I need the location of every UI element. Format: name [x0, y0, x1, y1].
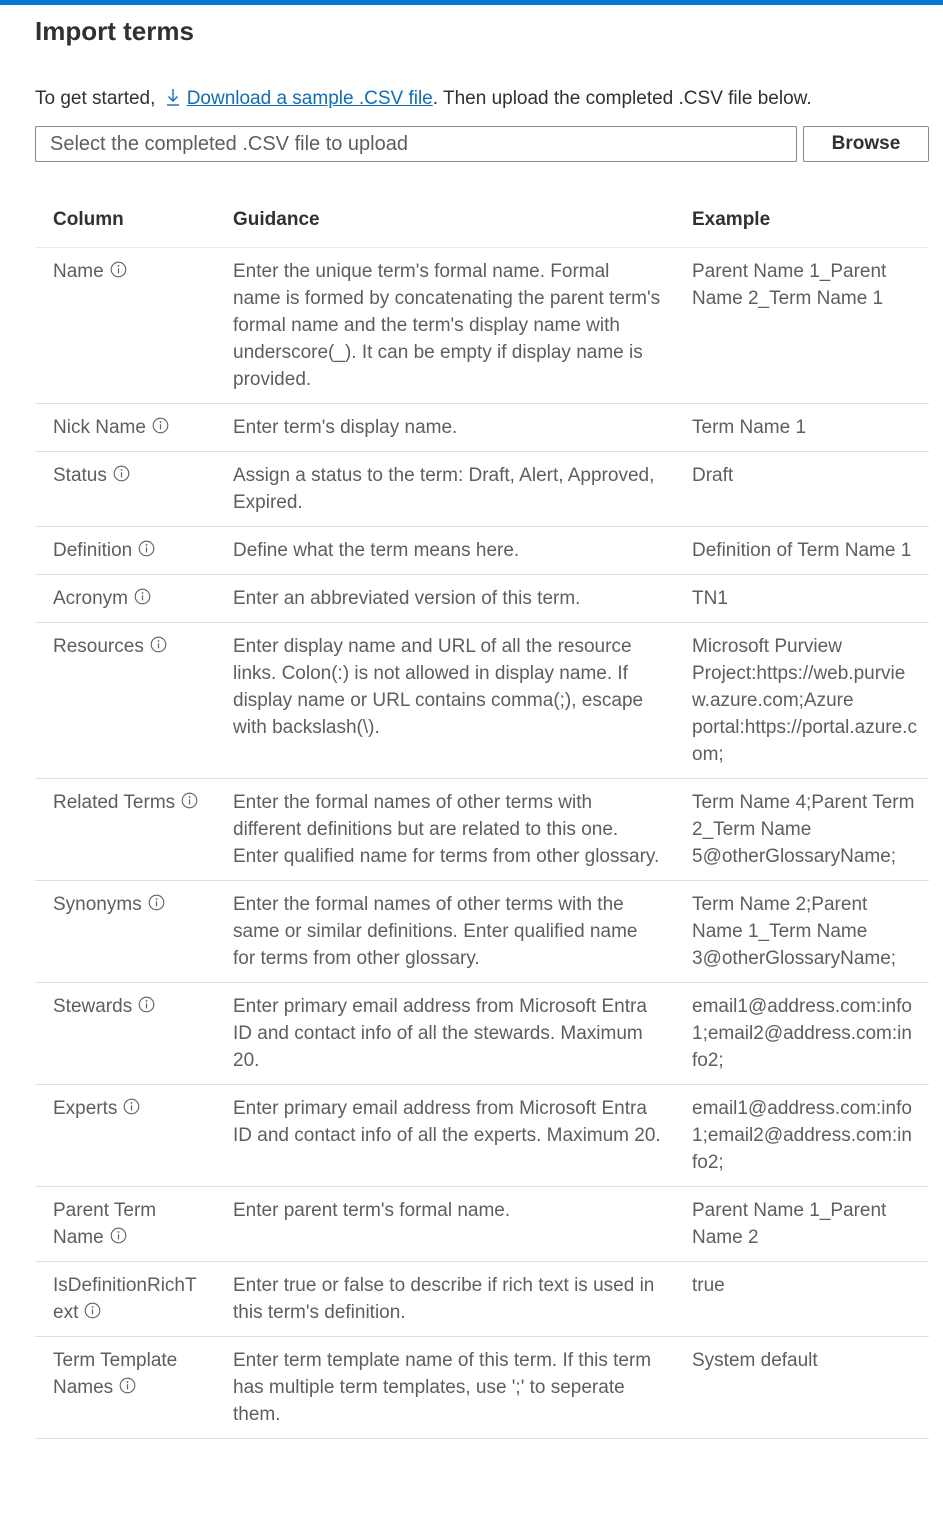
column-name-label: Acronym	[53, 587, 128, 609]
table-row	[35, 778, 929, 880]
example-cell: Draft	[674, 451, 929, 526]
download-sample-link[interactable]: Download a sample .CSV file	[186, 88, 433, 109]
column-name-label: Term Template Names	[53, 1349, 178, 1398]
column-name-cell	[35, 778, 215, 880]
column-name-cell	[35, 1261, 215, 1336]
guidance-header: Guidance	[215, 194, 674, 247]
info-icon[interactable]	[148, 892, 165, 909]
guidance-cell: Enter display name and URL of all the resource links. Colon(:) is not allowed in display name. If display name or URL contains comma(;), escape with backslash(\).	[215, 622, 674, 778]
guidance-cell: Enter the formal names of other terms with the same or similar definitions. Enter qualified name for terms from other glossary.	[215, 880, 674, 982]
column-guidance-table	[35, 194, 929, 1439]
example-cell: Parent Name 1_Parent Name 2	[674, 1186, 929, 1261]
column-name-cell	[35, 1186, 215, 1261]
guidance-cell: Enter the formal names of other terms with different definitions but are related to this one. Enter qualified name for terms from other glossary.	[215, 778, 674, 880]
example-cell: Parent Name 1_Parent Name 2_Term Name 1	[674, 247, 929, 403]
accent-top-bar	[0, 0, 943, 5]
column-name-label: Experts	[53, 1097, 118, 1119]
column-name-cell	[35, 1336, 215, 1438]
table-row	[35, 526, 929, 574]
example-cell: true	[674, 1261, 929, 1336]
column-name-cell	[35, 574, 215, 622]
example-cell: System default	[674, 1336, 929, 1438]
column-name-label: Parent Term Name	[53, 1199, 157, 1248]
table-row	[35, 247, 929, 403]
table-header-row	[35, 194, 929, 247]
example-cell: TN1	[674, 574, 929, 622]
info-icon[interactable]	[181, 790, 198, 807]
info-icon[interactable]	[113, 463, 130, 480]
column-name-label: IsDefinitionRichText	[53, 1274, 197, 1323]
table-body	[35, 247, 929, 1438]
column-name-label: Name	[53, 260, 104, 282]
example-cell: Term Name 1	[674, 403, 929, 451]
guidance-cell: Define what the term means here.	[215, 526, 674, 574]
example-cell: Term Name 2;Parent Name 1_Term Name 3@otherGlossaryName;	[674, 880, 929, 982]
guidance-cell: Enter an abbreviated version of this term.	[215, 574, 674, 622]
column-name-cell	[35, 526, 215, 574]
table-row	[35, 1336, 929, 1438]
column-name-label: Definition	[53, 539, 133, 561]
guidance-cell: Enter term template name of this term. If this term has multiple term templates, use ';' to seperate them.	[215, 1336, 674, 1438]
column-header: Column	[35, 194, 215, 247]
table-row	[35, 1186, 929, 1261]
column-name-cell	[35, 982, 215, 1084]
guidance-cell: Enter parent term's formal name.	[215, 1186, 674, 1261]
column-name-cell	[35, 880, 215, 982]
guidance-cell: Enter the unique term's formal name. Formal name is formed by concatenating the parent term's formal name and the term's display name with underscore(_). It can be empty if display name is provided.	[215, 247, 674, 403]
info-icon[interactable]	[119, 1375, 136, 1392]
column-name-label: Resources	[53, 635, 144, 657]
example-cell: Definition of Term Name 1	[674, 526, 929, 574]
example-cell: email1@address.com:info1;email2@address.com:info2;	[674, 982, 929, 1084]
guidance-cell: Enter primary email address from Microsoft Entra ID and contact info of all the stewards. Maximum 20.	[215, 982, 674, 1084]
column-name-cell	[35, 622, 215, 778]
guidance-cell: Enter primary email address from Microsoft Entra ID and contact info of all the experts. Maximum 20.	[215, 1084, 674, 1186]
example-cell: Microsoft Purview Project:https://web.purview.azure.com;Azure portal:https://portal.azure.com;	[674, 622, 929, 778]
guidance-cell: Enter true or false to describe if rich text is used in this term's definition.	[215, 1261, 674, 1336]
table-row	[35, 880, 929, 982]
example-cell: Term Name 4;Parent Term 2_Term Name 5@otherGlossaryName;	[674, 778, 929, 880]
table-row	[35, 982, 929, 1084]
guidance-cell: Enter term's display name.	[215, 403, 674, 451]
table-row	[35, 1084, 929, 1186]
download-arrow-icon	[165, 87, 181, 107]
browse-button[interactable]: Browse	[803, 126, 929, 162]
table-row	[35, 1261, 929, 1336]
column-name-label: Related Terms	[53, 791, 176, 813]
info-icon[interactable]	[150, 634, 167, 651]
info-icon[interactable]	[110, 259, 127, 276]
info-icon[interactable]	[110, 1225, 127, 1242]
column-name-cell	[35, 1084, 215, 1186]
column-name-label: Synonyms	[53, 893, 142, 915]
intro-prefix: To get started,	[35, 88, 156, 109]
info-icon[interactable]	[134, 586, 151, 603]
info-icon[interactable]	[138, 994, 155, 1011]
example-header: Example	[674, 194, 929, 247]
upload-row	[35, 126, 929, 162]
column-name-label: Status	[53, 464, 107, 486]
table-row	[35, 622, 929, 778]
csv-file-input[interactable]	[35, 126, 797, 162]
column-name-cell	[35, 403, 215, 451]
guidance-cell: Assign a status to the term: Draft, Alert, Approved, Expired.	[215, 451, 674, 526]
table-row	[35, 451, 929, 526]
column-name-label: Stewards	[53, 995, 133, 1017]
column-name-label: Nick Name	[53, 416, 146, 438]
info-icon[interactable]	[138, 538, 155, 555]
table-row	[35, 403, 929, 451]
intro-suffix: . Then upload the completed .CSV file below.	[432, 88, 812, 109]
info-icon[interactable]	[152, 415, 169, 432]
table-row	[35, 574, 929, 622]
info-icon[interactable]	[123, 1096, 140, 1113]
column-name-cell	[35, 247, 215, 403]
example-cell: email1@address.com:info1;email2@address.com:info2;	[674, 1084, 929, 1186]
page-title: Import terms	[35, 16, 194, 46]
intro-text	[35, 86, 812, 112]
column-name-cell	[35, 451, 215, 526]
info-icon[interactable]	[84, 1300, 101, 1317]
